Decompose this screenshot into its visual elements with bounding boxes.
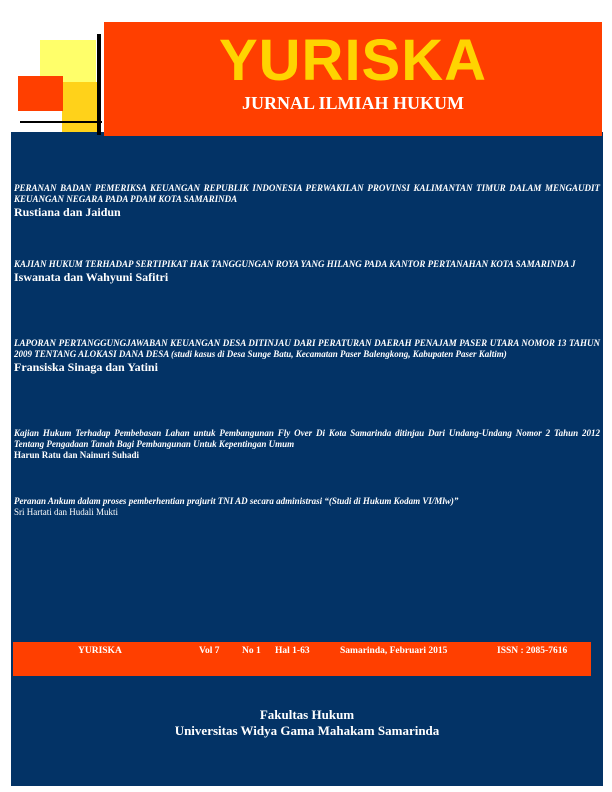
article-authors: Harun Ratu dan Nainuri Suhadi xyxy=(14,450,140,460)
article-entry xyxy=(14,183,600,219)
article-authors: Rustiana dan Jaidun xyxy=(14,205,121,219)
article-title: PERANAN BADAN PEMERIKSA KEUANGAN REPUBLIK INDONESIA PERWAKILAN PROVINSI KALIMANTAN TIMUR DALAM MENGAUDIT KEUANGAN NEGARA PADA PDAM KOTA SAMARINDA xyxy=(14,183,600,204)
journal-title: YURISKA xyxy=(218,28,488,93)
article-title: Kajian Hukum Terhadap Pembebasan Lahan untuk Pembangunan Fly Over Di Kota Samarinda ditinjau Dari Undang-Undang Nomor 2 Tahun 2012 Tentang Pengadaan Tanah Bagi Pembangunan Untuk Kepentingan Umum xyxy=(14,428,600,449)
info-journal: YURISKA xyxy=(78,646,122,656)
article-entry xyxy=(14,428,600,461)
faculty-name: Fakultas Hukum xyxy=(259,707,355,722)
article-authors: Sri Hartati dan Hudali Mukti xyxy=(14,507,118,517)
article-entry xyxy=(14,496,600,518)
article-entry xyxy=(14,259,600,284)
journal-subtitle: JURNAL ILMIAH HUKUM xyxy=(241,93,464,113)
decor-horizontal-line xyxy=(20,121,102,123)
info-volume: Vol 7 xyxy=(199,646,220,656)
decor-vertical-line xyxy=(97,34,101,135)
info-pages: Hal 1-63 xyxy=(275,646,310,656)
article-authors: Fransiska Sinaga dan Yatini xyxy=(14,360,158,374)
info-issn: ISSN : 2085-7616 xyxy=(497,646,568,656)
university-name: Universitas Widya Gama Mahakam Samarinda xyxy=(174,723,440,738)
info-place-date: Samarinda, Februari 2015 xyxy=(340,646,448,656)
info-number: No 1 xyxy=(242,646,261,656)
article-authors: Iswanata dan Wahyuni Safitri xyxy=(14,270,169,284)
article-entry xyxy=(14,338,600,374)
article-title: LAPORAN PERTANGGUNGJAWABAN KEUANGAN DESA DITINJAU DARI PERATURAN DAERAH PENAJAM PASER UTARA NOMOR 13 TAHUN 2009 TENTANG ALOKASI DANA DESA (studi kasus di Desa Sunge Batu, Kecamatan Paser Balengkong, Kabupaten Paser Kaltim) xyxy=(14,338,600,359)
article-title: Peranan Ankum dalam proses pemberhentian prajurit TNI AD secara administrasi “(Studi di Hukum Kodam VI/Mlw)” xyxy=(14,496,459,506)
decor-gold-square xyxy=(62,82,98,132)
title-banner xyxy=(104,22,602,136)
issue-info-bar xyxy=(13,642,591,676)
decor-red-square xyxy=(18,76,63,111)
article-title: KAJIAN HUKUM TERHADAP SERTIPIKAT HAK TANGGUNGAN ROYA YANG HILANG PADA KANTOR PERTANAHAN KOTA SAMARINDA J xyxy=(14,259,576,269)
